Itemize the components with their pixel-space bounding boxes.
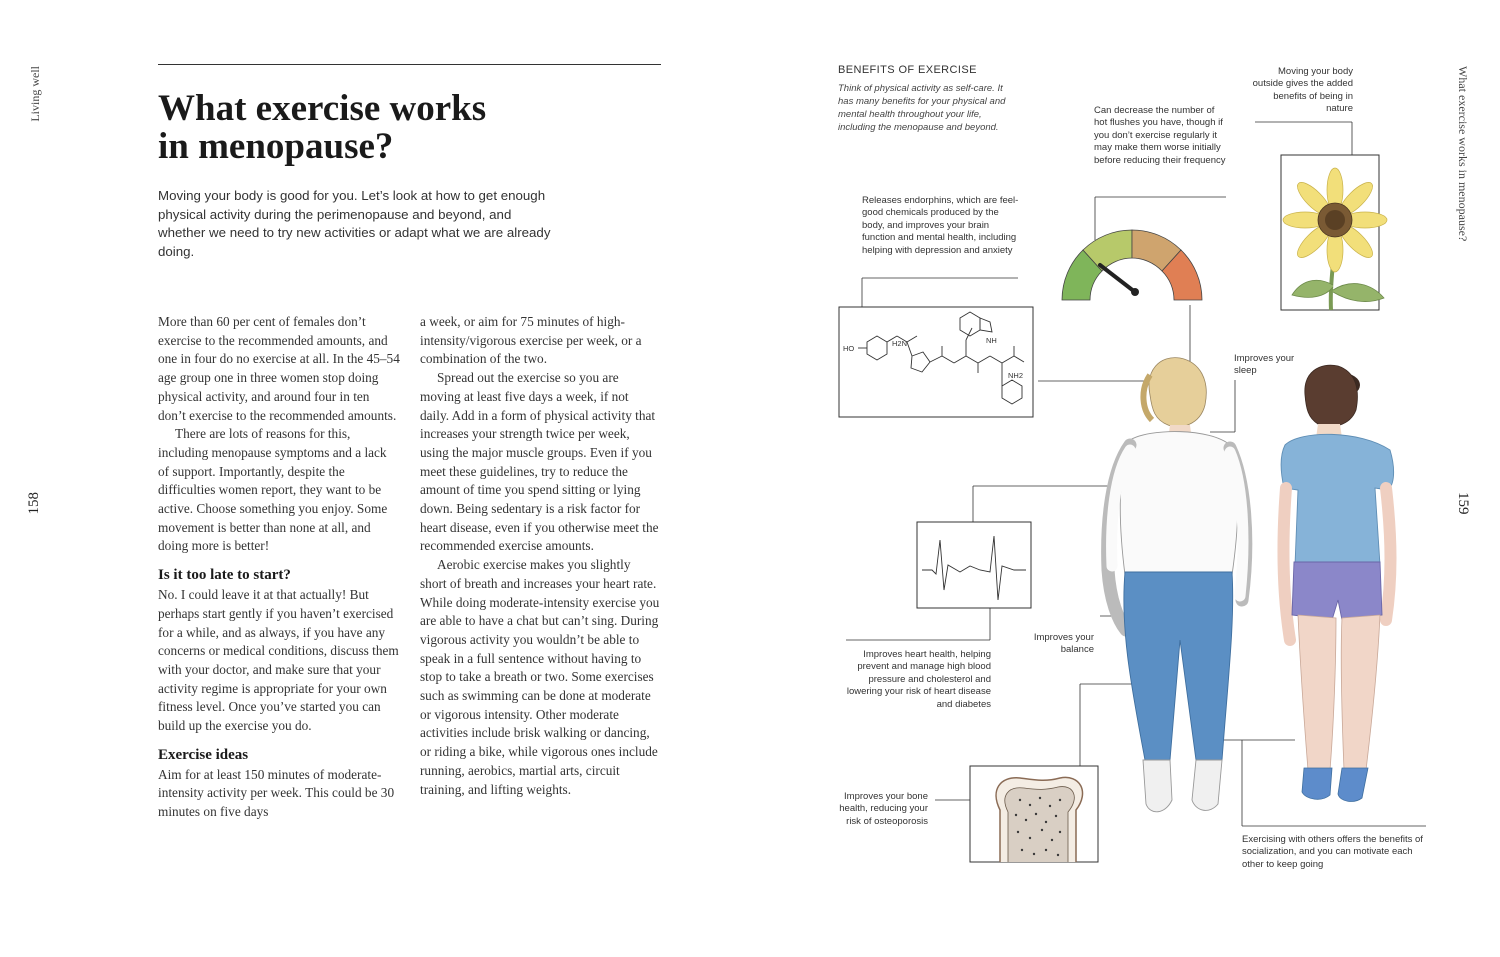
- page-title-line1: What exercise works: [158, 88, 487, 129]
- molecule-label-ho: HO: [843, 344, 855, 353]
- paragraph: There are lots of reasons for this, including menopause symptoms and a lack of support. Importantly, despite the difficulties women report, they want to be active. Choose something you enjoy. Some movement is better than none at all, and doing more is better!: [158, 426, 388, 554]
- woman-walking-right-figure: [1281, 365, 1394, 801]
- running-head-right: What exercise works in menopause?: [1456, 66, 1470, 242]
- heartbeat-icon: [917, 522, 1031, 608]
- subheading-exercise-ideas: Exercise ideas: [158, 746, 249, 763]
- paragraph: a week, or aim for 75 minutes of high-intensity/vigorous exercise per week, or a combination of the two.: [420, 314, 642, 367]
- annotation-bone: Improves your bone health, reducing your risk of osteoporosis: [839, 791, 928, 827]
- paragraph: Spread out the exercise so you are moving at least five days a week, if not daily. Add in a form of physical activity that increases your strength twice per week, using the major muscle groups. Even if you meet these guidelines, try to reduce the amount of time you spend sitting or lying down. Being sedentary is a risk factor for heart disease, even if you otherwise meet the recommended exercise amounts.: [420, 370, 659, 554]
- intro-paragraph: Moving your body is good for you. Let’s look at how to get enough physical activity during the perimenopause and beyond, and whether we need to try new activities or adapt what we are already doing.: [158, 188, 551, 259]
- paragraph: No. I could leave it at that actually! But perhaps start gently if you haven’t exercised for a while, and as always, if you have any concerns or medical conditions, discuss them with your doctor, and make sure that your activity regime is appropriate for your own fitness level. Once you’ve started you can build up the exercise you do.: [158, 587, 399, 734]
- endorphin-molecule-icon: [839, 307, 1033, 417]
- benefits-heading: BENEFITS OF EXERCISE: [838, 64, 977, 76]
- paragraph: Aerobic exercise makes you slightly short of breath and increases your heart rate. While doing moderate-intensity exercise you are able to have a chat but can’t sing. During vigorous activity you wouldn’t be able to speak in a full sentence without having to stop to take a breath or two. Some exercises such as swimming can be done at moderate or vigorous intensity. Other moderate activities include brisk walking or dancing, or riding a bike, while vigorous ones include running, aerobics, martial arts, circuit training, and lifting weights.: [420, 557, 660, 797]
- molecule-label-nh2: NH2: [1008, 371, 1024, 380]
- annotation-social: Exercising with others offers the benefits of socialization, and you can motivate each other to keep going: [1242, 834, 1423, 870]
- paragraph: Aim for at least 150 minutes of moderate-intensity activity per week. This could be 30 minutes on five days: [158, 766, 395, 820]
- annotation-heart: Improves heart health, helping prevent and manage high blood pressure and cholesterol and lowering your risk of heart disease and diabetes: [846, 649, 991, 710]
- molecule-label-nh: NH: [986, 336, 997, 345]
- paragraph: More than 60 per cent of females don’t exercise to the recommended amounts, and one in four do no exercise at all. In the 45–54 age group one in three women stop doing physical activity, and around four in ten don’t exercise to the recommended amounts.: [158, 314, 400, 423]
- running-head-left: Living well: [28, 66, 42, 122]
- subheading-too-late: Is it too late to start?: [158, 567, 291, 584]
- hot-flush-gauge-icon: [1062, 230, 1202, 300]
- annotation-nature: Moving your body outside gives the added benefits of being in nature: [1252, 66, 1353, 115]
- annotation-endorphins: Releases endorphins, which are feel-good chemicals produced by the body, and improves your brain function and mental health, including helping with depression and anxiety: [862, 195, 1019, 256]
- molecule-label-h2n: H2N: [892, 339, 908, 348]
- woman-walking-left-figure: [1108, 358, 1246, 812]
- sunflower-icon: [1281, 155, 1387, 310]
- annotation-balance: Improves your balance: [1033, 632, 1094, 656]
- bone-cross-section-icon: [970, 766, 1098, 862]
- page-number-right: 159: [1455, 492, 1471, 515]
- page-number-left: 158: [26, 492, 42, 515]
- page-title-line2: in menopause?: [158, 126, 394, 167]
- annotation-hot-flushes: Can decrease the number of hot flushes you have, though if you don’t exercise regularly it may make them worse initially before reducing their frequency: [1094, 105, 1226, 166]
- benefits-intro: Think of physical activity as self-care. It has many benefits for your physical and mental health throughout your life, including the menopause and beyond.: [838, 83, 1006, 133]
- annotation-sleep: Improves your sleep: [1234, 353, 1295, 377]
